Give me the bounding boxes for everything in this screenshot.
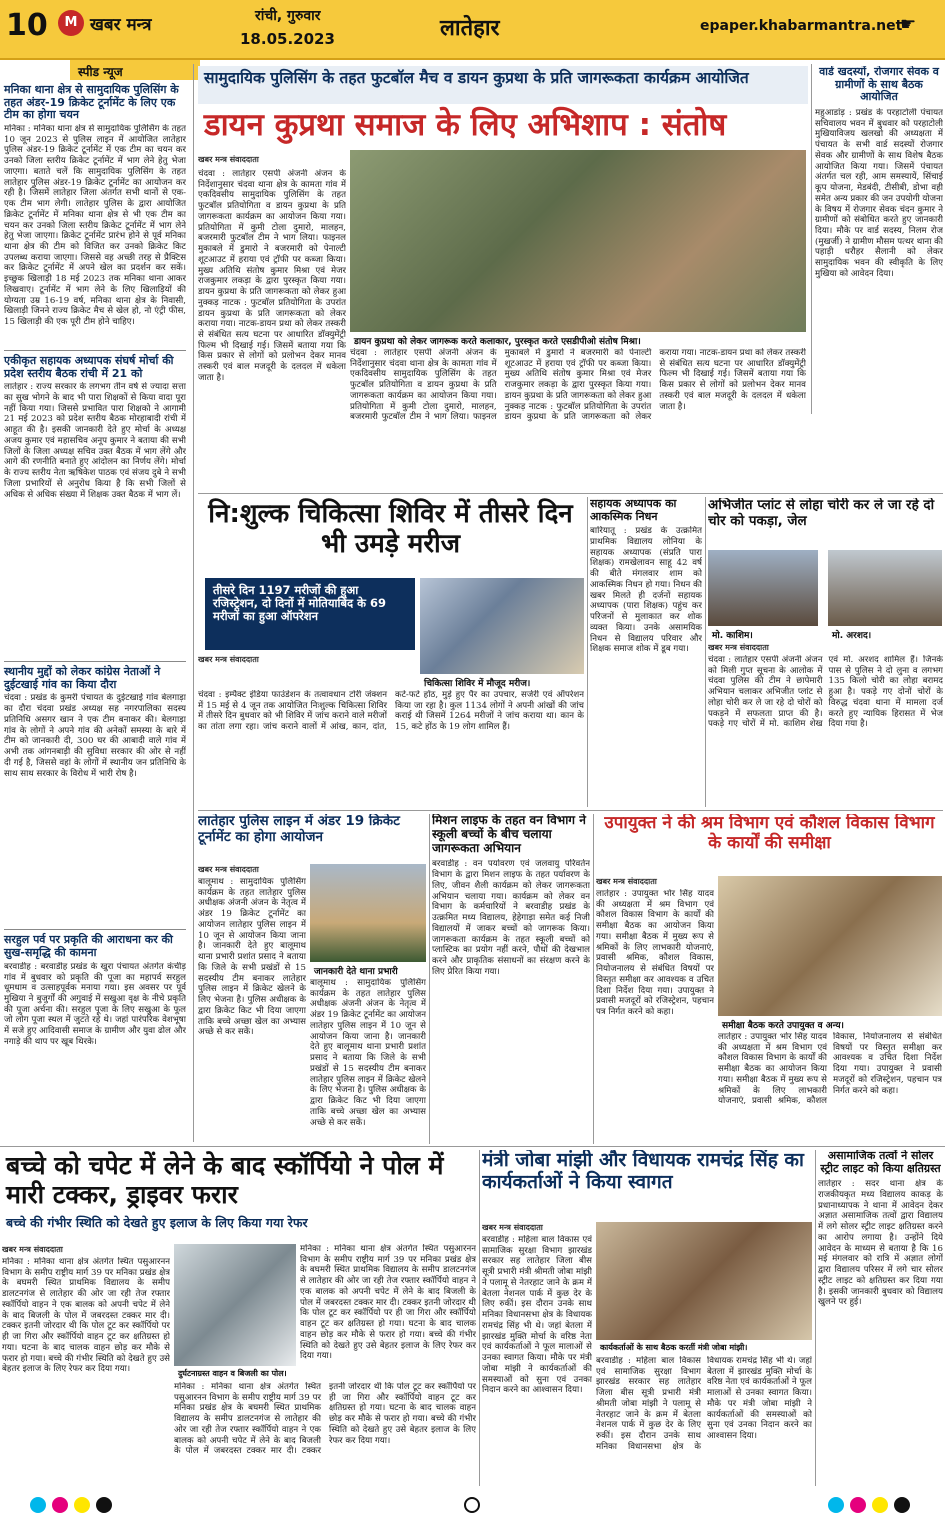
photo-caption: कार्यकर्ताओं के साथ बैठक करतीं मंत्री जोबा मांझी। bbox=[596, 1340, 812, 1355]
magenta-dot-icon bbox=[52, 1497, 68, 1513]
article-body: बालूमाथ : सामुदायिक पुलिसिंग कार्यक्रम के तहत लातेहार पुलिस अधीक्षक अंजनी अंजन के नेतृत्व में अंडर 19 क्रिकेट टूर्नामेंट का आयोजन लातेहार पुलिस लाइन में 10 जून से आयोजन किया जाना है। जानकारी देते हुए बालूमाथ थाना प्रभारी प्रशांत प्रसाद ने बताया कि जिले के सभी प्रखंडों से 15 सदस्यीय टीम बनाकर लातेहार पुलिस लाइन में क्रिकेट खेलने के लिए भेजना है। पुलिस अधीक्षक के द्वारा क्रिकेट किट भी दिया जाएगा ताकि बच्चे अच्छा खेल का अभ्यास अच्छे से कर सकें। bbox=[198, 877, 306, 1038]
article-headline: स्थानीय मुद्दों को लेकर कांग्रेस नेताओं ने दुईटखाई गांव का किया दौरा bbox=[4, 665, 161, 691]
column-rule bbox=[815, 1150, 816, 1486]
divider bbox=[4, 661, 186, 662]
minister-body-cont bbox=[596, 1356, 812, 1484]
article-body: बरवाडीह : बरवाडीह प्रखंड के खुरा पंचायत अंतर्गत कंचीड़ गांव में बुधवार को प्रकृति की पूजा का महापर्व सरहुल धूमधाम व उत्साहपूर्वक मनाया गया। इस अवसर पर पूर्व मुखिया ने बुजुर्गों की अगुवाई में सखुआ वृक्ष के नीचे प्रकृति की पूजा अर्चना की। सरहुल पूजा के लिए सखुआ के फूल जो लोग पूजा स्थल में जुटते रहे थे। जहां पारंपरिक वेशभूषा में सजे हुए आदिवासी समाज के ग्रामीण और युवा ढोल और नगाड़े की थाप पर खूब थिरके। bbox=[4, 961, 186, 1047]
article-headline: एकीकृत सहायक अध्यापक संघर्ष मोर्चा की प्रदेश स्तरीय बैठक रांची में 21 को bbox=[4, 353, 174, 380]
section-tab: स्पीड न्यूज bbox=[70, 60, 200, 80]
byline: खबर मन्त्र संवाददाता bbox=[198, 155, 259, 164]
camp-subhead: तीसरे दिन 1197 मरीजों की हुआ रजिस्ट्रेशन, दो दिनों में मोतियाबिंद के 69 मरीजों का हुआ ऑपरेशन bbox=[213, 583, 387, 624]
photo-caption: दुर्घटनाग्रस्त वाहन व बिजली का पोल। bbox=[174, 1366, 296, 1381]
article-headline: बच्चे को चपेट में लेने के बाद स्कॉर्पियो ने पोल में मारी टक्कर, ड्राइवर फरार bbox=[6, 1151, 444, 1209]
article-body: बरवाडीह : वन पर्यावरण एवं जलवायु परिवर्तन विभाग के द्वारा मिशन लाइफ के तहत पर्यावरण के लिए, जीवन शैली कार्यक्रम को लेकर जागरूकता अभियान चलाया गया। कार्यक्रम को लेकर वन विभाग के कर्मचारियों ने बरवाडीह प्रखंड के उत्क्रमित मध्य विद्यालय, हेहेगाड़ा समेत कई निजी विद्यालयों में जाकर बच्चों को जागरूक किया। जागरूकता कार्यक्रम के तहत स्कूली बच्चों को प्लास्टिक का प्रयोग नहीं करने, पौधों की देखभाल करने और प्राकृतिक संसाधनों का संरक्षण करने के लिए प्रेरित किया गया। bbox=[432, 859, 590, 977]
photo-caption: मो. अरशद। bbox=[828, 626, 942, 643]
cricket-body-cont bbox=[310, 978, 426, 1144]
section-rule bbox=[198, 493, 943, 494]
article-body-cont: लातेहार : उपायुक्त भोर सिंह यादव की अध्यक्षता में श्रम विभाग एवं कौशल विकास विभाग के कार्यों की समीक्षा बैठक का आयोजन किया गया। समीक्षा बैठक में मुख्य रूप से श्रमिकों के लिए लाभकारी योजनाएं, प्रवासी श्रमिक, कौशल विकास, नियोजनालय से संबंधित विषयों पर विस्तृत समीक्षा कर आवश्यक व उचित दिशा निर्देश दिया गया। उपायुक्त ने प्रवासी मजदूरों को रजिस्ट्रेशन, पहचान पत्र निर्गत करने को कहा। bbox=[718, 1032, 942, 1107]
photo-caption: समीक्षा बैठक करते उपायुक्त व अन्य। bbox=[718, 1016, 942, 1033]
article-body: मनिका : मनिका थाना क्षेत्र से सामुदायिक पुलिसिंग के तहत 10 जून 2023 से पुलिस लाइन में आयोजित लातेहार पुलिस अंडर-19 क्रिकेट टूर्नामेंट में एक टीम का चयन कर उनको जिला स्तरीय क्रिकेट टूर्नामेंट में भाग लेने हेतु भेजा जाएगा। बताते चलें कि सामुदायिक पुलिसिंग के तहत लातेहार पुलिस अंडर-19 क्रिकेट टूर्नामेंट का आयोजन कर रही है। जिसमें लातेहार जिला अंतर्गत सभी थानों से एक-एक टीम भाग लेगी। लातेहार पुलिस के द्वारा आयोजित क्रिकेट टूर्नामेंट में मनिका थाना क्षेत्र से भी एक टीम का चयन कर उनको जिला स्तरीय क्रिकेट टूर्नामेंट में भाग लेने हेतु भेजा जाएगा। क्रिकेट टूर्नामेंट प्रारंभ होने से पूर्व मनिका थाना क्षेत्र की टीम को विजित कर उनको क्रिकेट किट उपलब्ध कराया जाएगा। जिससे वह अच्छी तरह से प्रैक्टिस कर क्रिकेट टूर्नामेंट में अपने खेल का प्रदर्शन कर सकें। इच्छुक खिलाड़ी 18 मई 2023 तक मनिका थाना आकर लिखवाए। टूर्नामेंट में भाग लेने के लिए खिलाड़ियों की योग्यता उम्र 16-19 वर्ष, मनिका थाना क्षेत्र के निवासी, खिलाड़ी जिनने राज्य क्रिकेट मैच से खेल हो, नो एंट्री फीस, 15 खिलाड़ी की एक पूरी टीम होने चाहिए। bbox=[4, 123, 186, 328]
review-meeting-photo bbox=[718, 876, 942, 1016]
divider bbox=[4, 350, 186, 351]
byline: खबर मन्त्र संवाददाता bbox=[198, 655, 259, 664]
accident-vehicle-photo bbox=[174, 1244, 296, 1366]
medical-camp-photo bbox=[420, 578, 584, 674]
camp-subhead-box bbox=[205, 578, 415, 650]
article-body: चंदवा : इम्पैक्ट इंडिया फाउंडेशन के तत्वावधान टोरी जंक्शन में 15 मई से 4 जून तक आयोजित निःशुल्क चिकित्सा शिविर में तीसरे दिन बुधवार को भी शिविर में जांच कराने वाले मरीजों का तांता लगा रहा। जांच कराने वालों में आंख, कान, दांत, कटे-फटे होंठ, मुड़े हुए पैर का उपचार, सर्जरी एवं ऑपरेशन किया जा रहा है। कुल 1134 लोगों ने अपनी आंखों की जांच कराई थी जिसमें 1264 मरीजों ने जांच कराया था। कान के 15, कटे होंठ के 19 लोग शामिल हैं। bbox=[198, 690, 584, 733]
article-headline: उपायुक्त ने की श्रम विभाग एवं कौशल विकास विभाग के कार्यों की समीक्षा bbox=[604, 814, 935, 853]
article-body: बरवाडीह : महिला बाल विकास एवं सामाजिक सुरक्षा विभाग झारखंड सरकार सह लातेहार जिला बीस सूत्री प्रभारी मंत्री श्रीमती जोबा मांझी ने पलामू से नेतरहाट जाने के क्रम में बेतला नेशनल पार्क में कुछ देर के लिए रुकीं। इस दौरान उनके साथ मनिका विधानसभा क्षेत्र के विधायक रामचंद्र सिंह भी थे। जहां बेतला में झारखंड मुक्ति मोर्चा के वरिष्ठ नेता एवं कार्यकर्ताओं ने फूल मालाओं से उनका स्वागत किया। मौके पर मंत्री जोबा मांझी ने कार्यकर्ताओं की समस्याओं को सुना एवं उनका निदान करने का आश्वासन दिया। bbox=[482, 1235, 592, 1396]
article-body: महुआडांड़ : प्रखंड के परहाटोली पंचायत सचिवालय भवन में बुधवार को परहाटोली मुखियाविजय खलखो की अध्यक्षता में पंचायत के सभी वार्ड सदस्यों रोजगार सेवक और ग्रामीणों के साथ विशेष बैठक आयोजित किया गया। जिसमें पंचायत अंतर्गत चल रही, आम समस्यायें, सिंचाई कूप योजना, मेडबंदी, टीसीबी, डोभा वही समेत अन्य प्रकार की जन उपयोगी योजना के विषय में रोजगार सेवक चंदन कुमार ने ग्रामीणों को संबोधित करते हुए जानकारी दिया। मौके पर वार्ड सदस्य, निलम रोज (मुखर्जी) ने ग्रामीण मौसम पत्थर थाना की पहाड़ी धरौहर सैलानी को लेकर सामुदायिक भवन की स्वीकृति के लिए मुखिया को आवेदन दिया। bbox=[815, 107, 943, 279]
column-rule bbox=[705, 497, 706, 807]
article-body: चंदवा : प्रखंड के कुमरी पंचायत के दुईटखाई गांव बेलगाड़ा का दौरा चंदवा प्रखंड अध्यक्ष सह नगरपालिका सदस्य प्रतिनिधि असगर खान ने एक टीम बनाकर की। बेलगाड़ा गांव के लोगों ने अपने गांव की अनेकों समस्या के बारे में टीम को जानकारी दी, 300 घर की आबादी वाले गांव में अभी तक आंगनबाड़ी की सुविधा सरकार की ओर से नहीं दी गई है, जिससे वहां के लोगों में स्थानीय जन प्रतिनिधि के साथ साथ सरकार के विरोध में भारी रोष है। bbox=[4, 693, 186, 779]
scorpio-body-side bbox=[300, 1244, 476, 1380]
article-headline: अभिजीत प्लांट से लोहा चोरी कर ले जा रहे दो चोर को पकड़ा, जेल bbox=[708, 498, 935, 529]
section-rule bbox=[0, 1146, 945, 1147]
cyan-dot-icon bbox=[30, 1497, 46, 1513]
photo-caption: चिकित्सा शिविर में मौजूद मरीज। bbox=[420, 674, 584, 691]
police-officer-photo bbox=[310, 864, 426, 962]
city-day: रांची, गुरुवार bbox=[255, 8, 321, 24]
left-news-column bbox=[0, 82, 190, 1162]
page-number: 10 bbox=[6, 8, 48, 43]
camp-byline-box bbox=[198, 654, 418, 668]
scorpio-headline-box bbox=[2, 1150, 476, 1242]
cursor-icon: ☛ bbox=[900, 14, 917, 35]
column-rule bbox=[811, 64, 812, 414]
article-body-cont: मनिका : मनिका थाना क्षेत्र अंतर्गत स्थित पसुआरनन विभाग के समीप राष्ट्रीय मार्ग 39 पर मनिका प्रखंड क्षेत्र के बघमरी स्थित प्राथमिक विद्यालय के समीप डालटनगंज से लातेहार की ओर जा रही तेज रफ्तार स्कॉर्पियो वाहन ने एक बालक को अपनी चपेट में लेने के बाद बिजली के पोल में जबरदस्त टक्कर मार दी। टक्कर इतनी जोरदार थी कि पोल टूट कर स्कॉर्पियो पर ही जा गिरा और स्कॉर्पियो वाहन टूट कर क्षतिग्रस्त हो गया। घटना के बाद चालक वाहन छोड़ कर मौके से फरार हो गया। बच्चे की गंभीर स्थिति को देखते हुए उसे बेहतर इलाज के लिए रेफर कर दिया गया। bbox=[174, 1382, 476, 1457]
top-story-text-col bbox=[198, 150, 346, 490]
theft-headline-box bbox=[708, 498, 943, 546]
minister-headline-box bbox=[482, 1150, 812, 1220]
article-subhead: बच्चे की गंभीर स्थिति को देखते हुए इलाज के लिए किया गया रेफर bbox=[6, 1214, 308, 1230]
obituary-story bbox=[590, 498, 702, 808]
byline: खबर मन्त्र संवाददाता bbox=[198, 865, 259, 874]
yellow-dot-icon bbox=[872, 1497, 888, 1513]
district-name: लातेहार bbox=[440, 16, 500, 41]
column-rule bbox=[429, 814, 430, 1144]
article-headline: असामाजिक तत्वों ने सोलर स्ट्रीट लाइट को किया क्षतिग्रस्त bbox=[820, 1150, 941, 1175]
article-headline: सहायक अध्यापक का आकस्मिक निधन bbox=[590, 498, 677, 523]
section-rule bbox=[198, 810, 943, 811]
edition-date: 18.05.2023 bbox=[240, 30, 335, 48]
mission-story bbox=[432, 814, 590, 1144]
magenta-dot-icon bbox=[850, 1497, 866, 1513]
byline: खबर मन्त्र संवाददाता bbox=[708, 643, 769, 652]
dc-body-box bbox=[596, 876, 714, 1144]
scorpio-body-box bbox=[2, 1244, 170, 1484]
byline: खबर मन्त्र संवाददाता bbox=[2, 1245, 63, 1254]
article-body: मनिका : मनिका थाना क्षेत्र अंतर्गत स्थित पसुआरनन विभाग के समीप राष्ट्रीय मार्ग 39 पर मनिका प्रखंड क्षेत्र के बघमरी स्थित प्राथमिक विद्यालय के समीप डालटनगंज से लातेहार की ओर जा रही तेज रफ्तार स्कॉर्पियो वाहन ने एक बालक को अपनी चपेट में लेने के बाद बिजली के पोल में जबरदस्त टक्कर मार दी। टक्कर इतनी जोरदार थी कि पोल टूट कर स्कॉर्पियो पर ही जा गिरा और स्कॉर्पियो वाहन टूट कर क्षतिग्रस्त हो गया। घटना के बाद चालक वाहन छोड़ कर मौके से फरार हो गया। बच्चे की गंभीर स्थिति को देखते हुए उसे बेहतर इलाज के लिए रेफर कर दिया गया। bbox=[2, 1257, 170, 1375]
byline: खबर मन्त्र संवाददाता bbox=[596, 877, 657, 886]
article-body: लातेहार : सदर थाना क्षेत्र के राजकीयकृत मध्य विद्यालय काकड़ के प्रधानाध्यापक ने थाना में आवेदन देकर अज्ञात असामाजिक तत्वों द्वारा विद्यालय में लगे सोलर स्ट्रीट लाइट क्षतिग्रस्त करने का आरोप लगाया है। उन्होंने दिये आवेदन के माध्यम से बताया है कि 16 मई मंगलवार को रात्रि में अज्ञात लोगों द्वारा विद्यालय परिसर में लगे चार सोलर स्ट्रीट लाइट को क्षतिग्रस्त कर दिया गया है। इसकी जानकारी बुधवार को विद्यालय खुलने पर हुई। bbox=[818, 1179, 943, 1308]
article-headline: वार्ड खदस्यों, रोजगार सेवक व ग्रामीणों के साथ बैठक आयोजित bbox=[819, 66, 939, 104]
column-rule bbox=[593, 814, 594, 1144]
column-rule bbox=[479, 1150, 480, 1486]
article-body: बारियातू : प्रखंड के उत्क्रमित प्राथमिक विद्यालय लोनिया के सहायक अध्यापक (संप्रति पारा शिक्षक) रामखेलावन साहू 42 वर्ष की बीते मंगलवार शाम को आकस्मिक निधन हो गया। निधन की खबर मिलते ही दर्जनों सहायक अध्यापक (पारा शिक्षक) पहुंच कर परिजनों से मुलाकात कर शोक व्यक्त किया। उनके असामयिक निधन से विद्यालय परिवार और शिक्षक समाज शोक में डूब गया। bbox=[590, 526, 702, 655]
football-event-photo bbox=[350, 150, 806, 332]
top-story-continued bbox=[350, 348, 806, 490]
cyan-dot-icon bbox=[828, 1497, 844, 1513]
black-dot-icon bbox=[894, 1497, 910, 1513]
photo-caption: मो. काशिम। bbox=[708, 626, 818, 643]
top-headline-box bbox=[198, 104, 808, 148]
top-kicker-box bbox=[198, 66, 808, 104]
accused-photo-1 bbox=[708, 550, 818, 626]
dc-body-cont bbox=[718, 1032, 942, 1144]
print-registration-strip bbox=[0, 1494, 945, 1517]
article-headline: मंत्री जोबा मांझी और विधायक रामचंद्र सिंह का कार्यकर्ताओं ने किया स्वागत bbox=[482, 1150, 804, 1193]
accused-photo-2 bbox=[828, 550, 942, 626]
photo-caption: डायन कुप्रथा को लेकर जागरूक करते कलाकार, पुरस्कृत करते एसडीपीओ संतोष मिश्रा। bbox=[350, 332, 806, 349]
right-top-story bbox=[815, 66, 943, 416]
masthead bbox=[0, 0, 945, 60]
article-headline: लातेहार पुलिस लाइन में अंडर 19 क्रिकेट टूर्नामेंट का होगा आयोजन bbox=[198, 814, 400, 845]
brand-logo-icon: M bbox=[58, 10, 84, 36]
article-body-cont: बालूमाथ : सामुदायिक पुलिसिंग कार्यक्रम के तहत लातेहार पुलिस अधीक्षक अंजनी अंजन के नेतृत्व में अंडर 19 क्रिकेट टूर्नामेंट का आयोजन लातेहार पुलिस लाइन में 10 जून से आयोजन किया जाना है। जानकारी देते हुए बालूमाथ थाना प्रभारी प्रशांत प्रसाद ने बताया कि जिले के सभी प्रखंडों से 15 सदस्यीय टीम बनाकर लातेहार पुलिस लाइन में क्रिकेट खेलने के लिए भेजना है। पुलिस अधीक्षक के द्वारा क्रिकेट किट भी दिया जाएगा ताकि बच्चे अच्छा खेल का अभ्यास अच्छे से कर सकें। bbox=[310, 978, 426, 1128]
website-link[interactable]: epaper.khabarmantra.net bbox=[700, 18, 903, 34]
top-kicker: सामुदायिक पुलिसिंग के तहत फुटबॉल मैच व डायन कुप्रथा के प्रति जागरूकता कार्यक्रम आयोजित bbox=[204, 69, 749, 87]
column-rule bbox=[193, 64, 194, 1142]
column-rule bbox=[587, 497, 588, 807]
article-body: चंदवा : लातेहार एसपी अंजनी अंजन को मिली गुप्त सूचना के आलोक में चंदवा पुलिस की टीम ने छापेमारी अभियान चलाकर अभिजीत प्लांट से लोहा चोरी कर ले जा रहे दो चोरों को पकड़ने में सफलता प्राप्त की है। पकड़े गए चोरों में मो. काशिम शेख एवं मो. अरशद शामिल हैं। जिनके पास से पुलिस ने दो लुना व लगभग 135 किलो चोरी का लोहा बरामद हुआ है। पकड़े गए दोनों चोरों के विरुद्ध चंदवा थाना में मामला दर्ज करते हुए न्यायिक हिरासत में भेज दिया गया है। bbox=[708, 655, 943, 730]
theft-body-box bbox=[708, 642, 943, 808]
crosshair-icon bbox=[464, 1497, 480, 1513]
minister-body-box bbox=[482, 1222, 592, 1484]
top-headline: डायन कुप्रथा समाज के लिए अभिशाप : संतोष bbox=[204, 107, 727, 143]
minister-meeting-photo bbox=[596, 1222, 812, 1340]
camp-body-box bbox=[198, 690, 584, 806]
solar-story bbox=[818, 1150, 943, 1486]
article-body: लातेहार : उपायुक्त भोर सिंह यादव की अध्यक्षता में श्रम विभाग एवं कौशल विकास विभाग के कार्यों की समीक्षा बैठक का आयोजन किया गया। समीक्षा बैठक में मुख्य रूप से श्रमिकों के लिए लाभकारी योजनाएं, प्रवासी श्रमिक, कौशल विकास, नियोजनालय से संबंधित विषयों पर विस्तृत समीक्षा कर आवश्यक व उचित दिशा निर्देश दिया गया। उपायुक्त ने प्रवासी मजदूरों को रजिस्ट्रेशन, पहचान पत्र निर्गत करने को कहा। bbox=[596, 889, 714, 1018]
brand-name: खबर मन्त्र bbox=[90, 15, 152, 35]
article-body-side: मनिका : मनिका थाना क्षेत्र अंतर्गत स्थित पसुआरनन विभाग के समीप राष्ट्रीय मार्ग 39 पर मनिका प्रखंड क्षेत्र के बघमरी स्थित प्राथमिक विद्यालय के समीप डालटनगंज से लातेहार की ओर जा रही तेज रफ्तार स्कॉर्पियो वाहन ने एक बालक को अपनी चपेट में लेने के बाद बिजली के पोल में जबरदस्त टक्कर मार दी। टक्कर इतनी जोरदार थी कि पोल टूट कर स्कॉर्पियो पर ही जा गिरा और स्कॉर्पियो वाहन टूट कर क्षतिग्रस्त हो गया। घटना के बाद चालक वाहन छोड़ कर मौके से फरार हो गया। बच्चे की गंभीर स्थिति को देखते हुए उसे बेहतर इलाज के लिए रेफर कर दिया गया। bbox=[300, 1244, 476, 1362]
article-body-cont: बरवाडीह : महिला बाल विकास एवं सामाजिक सुरक्षा विभाग झारखंड सरकार सह लातेहार जिला बीस सूत्री प्रभारी मंत्री श्रीमती जोबा मांझी ने पलामू से नेतरहाट जाने के क्रम में बेतला नेशनल पार्क में कुछ देर के लिए रुकीं। इस दौरान उनके साथ मनिका विधानसभा क्षेत्र के विधायक रामचंद्र सिंह भी थे। जहां बेतला में झारखंड मुक्ति मोर्चा के वरिष्ठ नेता एवं कार्यकर्ताओं ने फूल मालाओं से उनका स्वागत किया। मौके पर मंत्री जोबा मांझी ने कार्यकर्ताओं की समस्याओं को सुना एवं उनका निदान करने का आश्वासन दिया। bbox=[596, 1356, 812, 1452]
byline: खबर मन्त्र संवाददाता bbox=[482, 1223, 543, 1232]
photo-caption: जानकारी देते थाना प्रभारी bbox=[310, 962, 426, 979]
black-dot-icon bbox=[96, 1497, 112, 1513]
article-body: चंदवा : लातेहार एसपी अंजनी अंजन के निर्देशानुसार चंदवा थाना क्षेत्र के कामता गांव में एकदिवसीय सामुदायिक पुलिसिंग के तहत फुटबॉल प्रतियोगिता व डायन कुप्रथा के प्रति जागरूकता कार्यक्रम का आयोजन किया गया। प्रतियोगिता में कुमी टोला दुमारो, मालहन, बजरमारी फुटबॉल टीम ने भाग लिया। फाइनल मुकाबले में डुमारो ने बजरमारी को पेनाल्टी शूटआउट में हराया एवं ट्रॉफी पर कब्जा किया। मुख्य अतिथि संतोष कुमार मिश्रा एवं मेजर राजकुमार लकड़ा के द्वारा पुरस्कृत किया गया। डायन कुप्रथा के प्रति जागरूकता को लेकर हुआ नुक्कड़ नाटक : फुटबॉल प्रतियोगिता के उपरांत डायन कुप्रथा के प्रति जागरूकता को लेकर कराया गया। नाटक-डायन प्रथा को लेकर तस्करी से संबंधित सत्य घटना पर आधारित डॉक्युमेंट्री फिल्म भी दिखाई गई। जिसमें बताया गया कि किस प्रकार से लोगों को प्रलोभन देकर मानव तस्करी एवं बाल मजदूरी के दलदल में धकेला जाता है। bbox=[198, 169, 346, 383]
article-headline: सरहुल पर्व पर प्रकृति की आराधना कर की सुख-समृद्धि की कामना bbox=[4, 933, 173, 960]
cricket-body-box bbox=[198, 864, 306, 1144]
cricket-headline-box bbox=[198, 814, 426, 860]
camp-headline-box bbox=[198, 498, 583, 574]
yellow-dot-icon bbox=[74, 1497, 90, 1513]
article-headline: मिशन लाइफ के तहत वन विभाग ने स्कूली बच्चों के बीच चलाया जागरूकता अभियान bbox=[432, 814, 586, 855]
article-body-cont: चंदवा : लातेहार एसपी अंजनी अंजन के निर्देशानुसार चंदवा थाना क्षेत्र के कामता गांव में एकदिवसीय सामुदायिक पुलिसिंग के तहत फुटबॉल प्रतियोगिता व डायन कुप्रथा के प्रति जागरूकता कार्यक्रम का आयोजन किया गया। प्रतियोगिता में कुमी टोला दुमारो, मालहन, बजरमारी फुटबॉल टीम ने भाग लिया। फाइनल मुकाबले में डुमारो ने बजरमारी को पेनाल्टी शूटआउट में हराया एवं ट्रॉफी पर कब्जा किया। मुख्य अतिथि संतोष कुमार मिश्रा एवं मेजर राजकुमार लकड़ा के द्वारा पुरस्कृत किया गया। डायन कुप्रथा के प्रति जागरूकता को लेकर हुआ नुक्कड़ नाटक : फुटबॉल प्रतियोगिता के उपरांत डायन कुप्रथा के प्रति जागरूकता को लेकर कराया गया। नाटक-डायन प्रथा को लेकर तस्करी से संबंधित सत्य घटना पर आधारित डॉक्युमेंट्री फिल्म भी दिखाई गई। जिसमें बताया गया कि किस प्रकार से लोगों को प्रलोभन देकर मानव तस्करी एवं बाल मजदूरी के दलदल में धकेला जाता है। bbox=[350, 348, 806, 423]
camp-headline: नि:शुल्क चिकित्सा शिविर में तीसरे दिन भी उमड़े मरीज bbox=[208, 499, 573, 559]
article-headline: मनिका थाना क्षेत्र से सामुदायिक पुलिसिंग के तहत अंडर-19 क्रिकेट टूर्नामेंट के लिए एक टीम का होगा चयन bbox=[4, 83, 179, 122]
divider bbox=[4, 929, 186, 930]
article-body: लातेहार : राज्य सरकार के लगभग तीन वर्ष से ज्यादा सत्ता का सुख भोगने के बाद भी पारा शिक्षकों से किया वादा पूरा नहीं किया गया। जिससे प्रभावित पारा शिक्षको ने आगामी 21 मई 2023 को प्रदेश स्तरीय बैठक मोरहाबादी रांची में आहूत की है। इसकी जानकारी देते हुए मोर्चा के अध्यक्ष अजय कुमार एवं महासचिव अनूप कुमार ने बताया की सभी जिलों के जिला अध्यक्ष सचिव उक्त बैठक में भाग लेंगे और आगे की रणनीति बनाते हुए आंदोलन का निर्णय लेंगे। मोर्चा के राज्य स्तरीय नेता ऋषिकेश पाठक एवं संजय दुबे ने सभी जिला प्रभारियों से अनुरोध किया है कि सभी जिलों से अधिक से अधिक संख्या में शिक्षक उक्त बैठक में भाग लें। bbox=[4, 382, 186, 500]
scorpio-body-cont bbox=[174, 1382, 476, 1484]
dc-headline-box bbox=[596, 814, 943, 872]
